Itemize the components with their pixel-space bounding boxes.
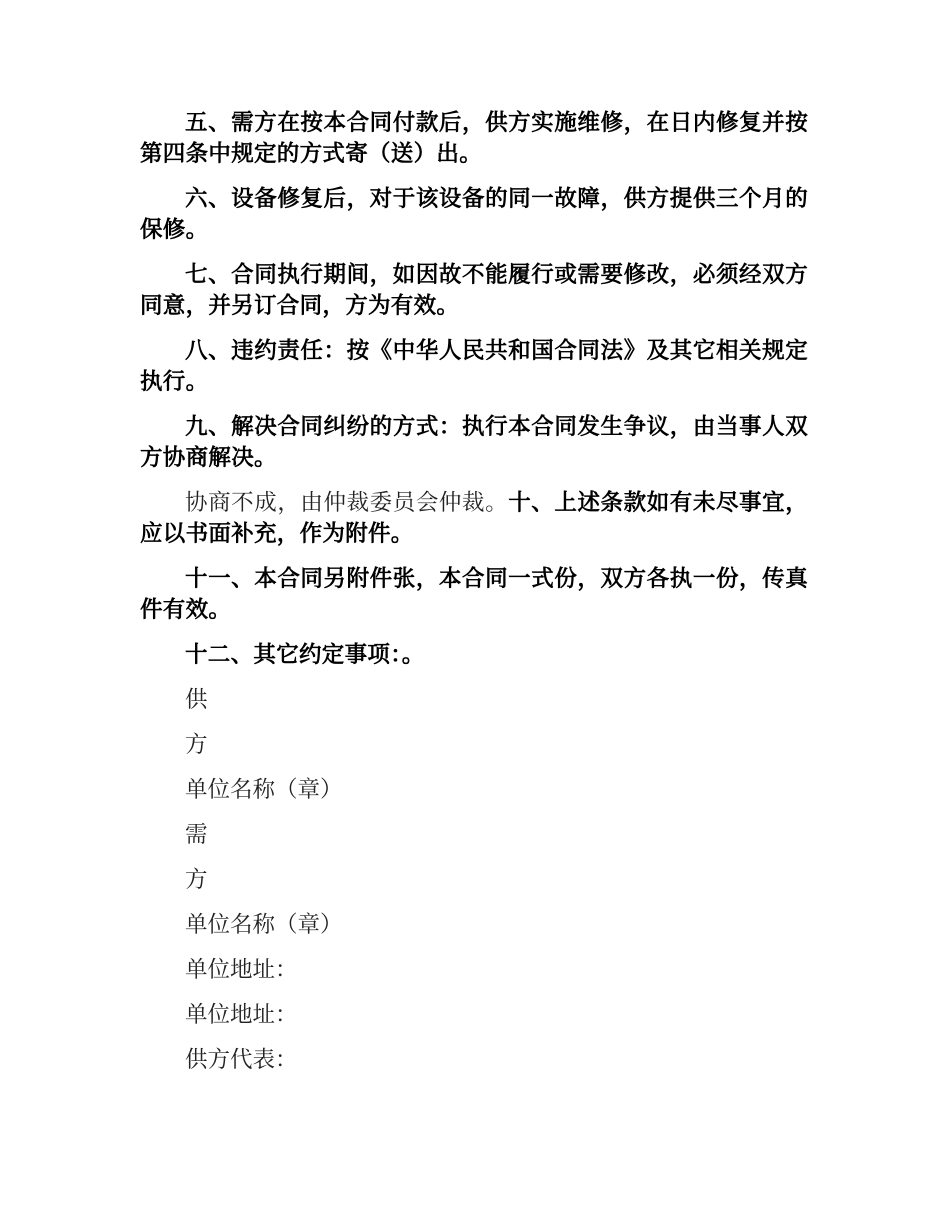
buyer-label-2: 方: [185, 867, 208, 893]
clause-12: 十二、其它约定事项：。: [185, 642, 425, 668]
clause-7: 七、合同执行期间，如因故不能履行或需要修改，必须经双方同意，并另订合同，方为有效。: [140, 262, 808, 319]
clause-8: 八、违约责任：按《中华人民共和国合同法》及其它相关规定执行。: [140, 338, 808, 395]
clause-5: 五、需方在按本合同付款后，供方实施维修，在日内修复并按第四条中规定的方式寄（送）出。: [140, 110, 808, 167]
supplier-label-1: 供: [185, 687, 208, 713]
contract-page: [140, 108, 808, 1090]
supplier-representative: 供方代表：: [185, 1047, 298, 1073]
clause-11: 十一、本合同另附件张，本合同一式份，双方各执一份，传真件有效。: [140, 566, 808, 623]
buyer-label-1: 需: [185, 822, 208, 848]
supplier-address: 单位地址：: [185, 957, 298, 983]
clause-6: 六、设备修复后，对于该设备的同一故障，供方提供三个月的保修。: [140, 186, 808, 243]
clause-9: 九、解决合同纠纷的方式：执行本合同发生争议，由当事人双方协商解决。: [140, 414, 808, 471]
supplier-unit-name: 单位名称（章）: [185, 777, 343, 803]
buyer-address: 单位地址：: [185, 1002, 298, 1028]
supplier-label-2: 方: [185, 732, 208, 758]
clause-10-paragraph: [140, 488, 808, 550]
arbitration-text: 协商不成，由仲裁委员会仲裁。: [185, 490, 509, 516]
buyer-unit-name: 单位名称（章）: [185, 912, 343, 938]
clause-10: 十、上述条款如有未尽事宜，应以书面补充，作为附件。: [140, 490, 808, 547]
